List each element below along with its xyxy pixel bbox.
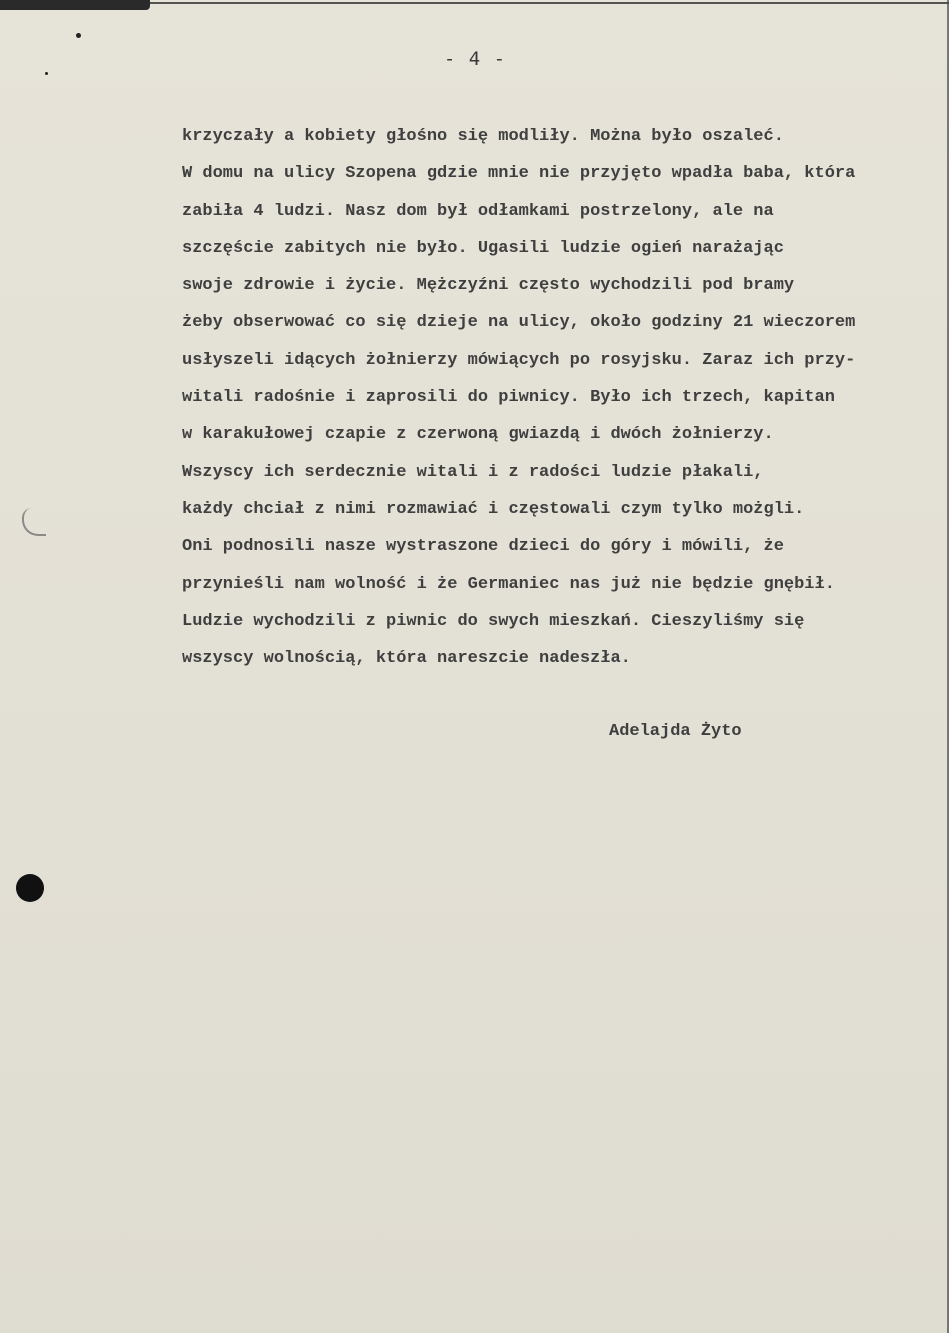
text-line: swoje zdrowie i życie. Mężczyźni często wychodzili pod bramy [182, 276, 795, 296]
text-line: przynieśli nam wolność i że Germaniec nas już nie będzie gnębił. [182, 574, 835, 594]
text-line: każdy chciał z nimi rozmawiać i częstowali czym tylko możgli. [182, 499, 805, 519]
text-line: w karakułowej czapie z czerwoną gwiazdą i dwóch żołnierzy. [182, 425, 774, 445]
ink-speck [45, 72, 48, 75]
punch-hole [16, 874, 44, 902]
text-line: Ludzie wychodzili z piwnic do swych mieszkań. Cieszyliśmy się [182, 611, 805, 631]
scan-edge-shadow [0, 0, 150, 10]
body-text [182, 118, 949, 677]
text-line: Oni podnosili nasze wystraszone dzieci do góry i mówili, że [182, 537, 784, 557]
text-line: W domu na ulicy Szopena gdzie mnie nie przyjęto wpadła baba, która [182, 164, 856, 184]
scan-edge-line [150, 2, 949, 4]
text-line: usłyszeli idących żołnierzy mówiących po rosyjsku. Zaraz ich przy- [182, 350, 856, 370]
text-line: szczęście zabitych nie było. Ugasili ludzie ogień narażając [182, 238, 784, 258]
text-line: Wszyscy ich serdecznie witali i z radości ludzie płakali, [182, 462, 764, 482]
ink-speck [76, 33, 81, 38]
signature: Adelajda Żyto [609, 722, 742, 741]
page-number: - 4 - [443, 48, 507, 70]
text-line: krzyczały a kobiety głośno się modliły. Można było oszaleć. [182, 127, 784, 146]
text-line: witali radośnie i zaprosili do piwnicy. Było ich trzech, kapitan [182, 388, 835, 408]
text-line: żeby obserwować co się dzieje na ulicy, około godziny 21 wieczorem [182, 313, 856, 333]
text-line: zabiła 4 ludzi. Nasz dom był odłamkami postrzelony, ale na [182, 201, 774, 221]
text-line: wszyscy wolnością, która nareszcie nadeszła. [182, 649, 631, 669]
margin-pencil-mark [22, 508, 46, 536]
